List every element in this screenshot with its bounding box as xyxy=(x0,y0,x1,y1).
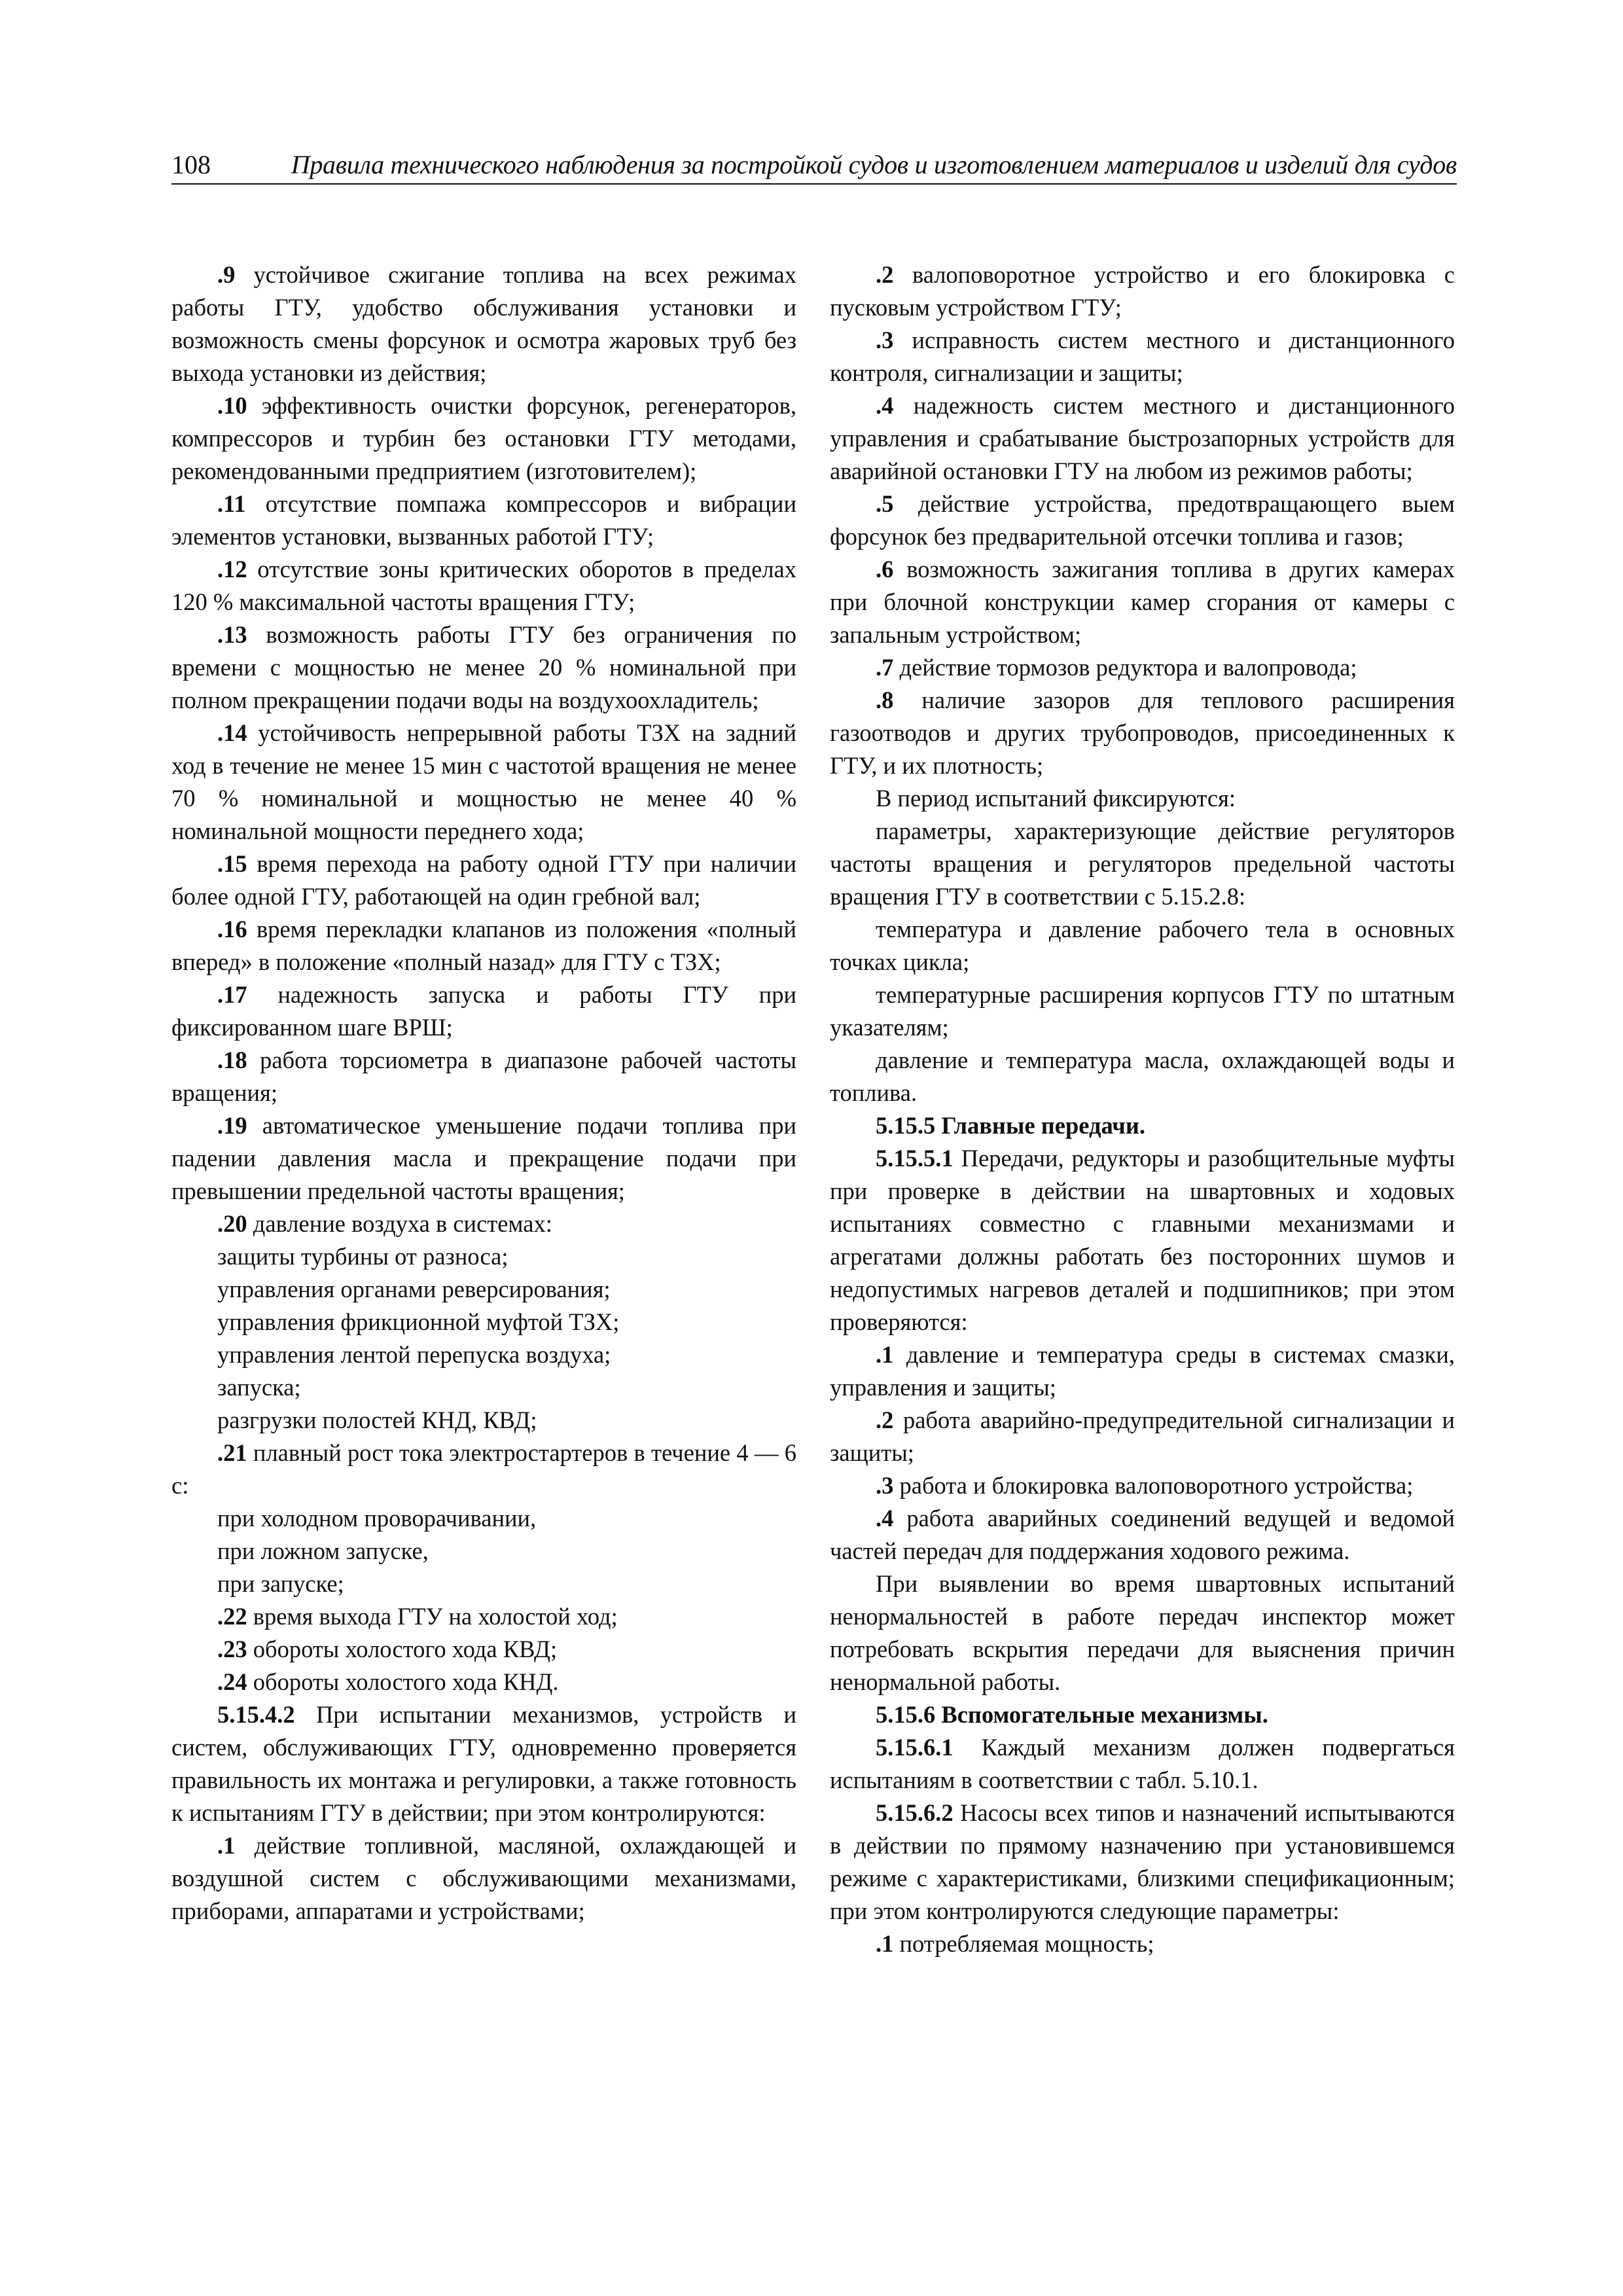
item-number: .18 xyxy=(217,1047,247,1073)
item-number: .2 xyxy=(876,261,894,288)
paragraph xyxy=(830,488,1455,553)
left-column xyxy=(171,259,796,1928)
item-text: Передачи, редукторы и разобщительные муфты при проверке в действии на швартовных и ходовых испытаниях совместно с главными механизмами и агрегатами должны работать без посторонних шумов и недопустимых нагревов деталей и подшипников; при этом проверяются: xyxy=(830,1145,1455,1335)
paragraph xyxy=(171,488,796,553)
paragraph xyxy=(171,1535,796,1568)
item-text: давление и температура среды в системах смазки, управления и защиты; xyxy=(830,1341,1455,1401)
paragraph xyxy=(830,1568,1455,1698)
item-text: управления лентой перепуска воздуха; xyxy=(217,1341,611,1368)
paragraph xyxy=(171,1273,796,1306)
item-text: давление воздуха в системах: xyxy=(247,1210,552,1237)
item-number: 5.15.6.1 xyxy=(876,1734,954,1761)
item-number: 5.15.6 Вспомогательные механизмы. xyxy=(876,1701,1268,1728)
right-column xyxy=(830,259,1455,1960)
paragraph xyxy=(830,1797,1455,1928)
paragraph xyxy=(171,1502,796,1535)
paragraph xyxy=(171,978,796,1044)
item-text: давление и температура масла, охлаждающей воды и топлива. xyxy=(830,1047,1455,1106)
item-text: время выхода ГТУ на холостой ход; xyxy=(247,1603,618,1630)
item-text: температура и давление рабочего тела в основных точках цикла; xyxy=(830,916,1455,975)
item-number: 5.15.4.2 xyxy=(217,1701,295,1728)
paragraph xyxy=(171,1666,796,1698)
paragraph xyxy=(830,1731,1455,1797)
paragraph xyxy=(830,978,1455,1044)
paragraph xyxy=(171,848,796,913)
paragraph xyxy=(171,1371,796,1404)
item-number: .24 xyxy=(217,1668,247,1695)
item-number: .7 xyxy=(876,654,894,681)
item-text: работа аварийных соединений ведущей и ведомой частей передач для поддержания ходового режима. xyxy=(830,1505,1455,1564)
item-number: .3 xyxy=(876,1472,894,1499)
item-text: автоматическое уменьшение подачи топлива при падении давления масла и прекращение подачи при превышении предельной частоты вращения; xyxy=(171,1112,796,1204)
paragraph xyxy=(171,259,796,389)
item-number: .12 xyxy=(217,556,247,583)
item-number: .22 xyxy=(217,1603,247,1630)
paragraph xyxy=(171,1633,796,1666)
paragraph xyxy=(830,1109,1455,1142)
paragraph xyxy=(171,389,796,488)
paragraph xyxy=(830,259,1455,324)
page-number: 108 xyxy=(171,150,211,179)
paragraph xyxy=(830,1142,1455,1338)
item-number: .21 xyxy=(217,1439,247,1466)
item-number: .16 xyxy=(217,916,247,942)
item-number: .2 xyxy=(876,1407,894,1433)
item-text: при ложном запуске, xyxy=(217,1537,429,1564)
item-text: при запуске; xyxy=(217,1570,344,1597)
item-text: управления фрикционной муфтой ТЗХ; xyxy=(217,1308,620,1335)
item-text: валоповоротное устройство и его блокировка с пусковым устройством ГТУ; xyxy=(830,261,1455,321)
item-number: .11 xyxy=(217,490,246,517)
paragraph xyxy=(171,1306,796,1338)
item-text: управления органами реверсирования; xyxy=(217,1276,611,1302)
item-number: .1 xyxy=(876,1341,894,1368)
item-text: температурные расширения корпусов ГТУ по штатным указателям; xyxy=(830,981,1455,1041)
paragraph xyxy=(830,1469,1455,1502)
item-text: возможность зажигания топлива в других камерах при блочной конструкции камер сгорания от камеры с запальным устройством; xyxy=(830,556,1455,648)
paragraph xyxy=(171,1240,796,1273)
paragraph xyxy=(830,1928,1455,1960)
item-text: потребляемая мощность; xyxy=(893,1930,1154,1957)
paragraph xyxy=(171,619,796,717)
item-number: .5 xyxy=(876,490,894,517)
item-number: .17 xyxy=(217,981,247,1008)
item-text: исправность систем местного и дистанционного контроля, сигнализации и защиты; xyxy=(830,327,1455,386)
item-text: При испытании механизмов, устройств и систем, обслуживающих ГТУ, одновременно проверяется правильность их монтажа и регулировки, а также готовность к испытаниям ГТУ в действии; при этом контролируются: xyxy=(171,1701,796,1826)
paragraph xyxy=(830,684,1455,782)
paragraph xyxy=(171,1568,796,1600)
paragraph xyxy=(830,553,1455,651)
item-number: 5.15.6.2 xyxy=(876,1799,954,1826)
paragraph xyxy=(171,913,796,978)
paragraph xyxy=(171,1698,796,1829)
item-number: .23 xyxy=(217,1636,247,1662)
paragraph xyxy=(830,913,1455,978)
item-text: время перекладки клапанов из положения «полный вперед» в положение «полный назад» для ГТУ с ТЗХ; xyxy=(171,916,796,975)
item-text: действие топливной, масляной, охлаждающей и воздушной систем с обслуживающими механизмами, приборами, аппаратами и устройствами; xyxy=(171,1832,796,1924)
item-text: устойчивое сжигание топлива на всех режимах работы ГТУ, удобство обслуживания установки и возможность смены форсунок и осмотра жаровых труб без выхода установки из действия; xyxy=(171,261,796,386)
item-number: .1 xyxy=(876,1930,894,1957)
item-text: надежность запуска и работы ГТУ при фиксированном шаге ВРШ; xyxy=(171,981,796,1041)
item-number: 5.15.5.1 xyxy=(876,1145,954,1172)
item-text: работа аварийно-предупредительной сигнализации и защиты; xyxy=(830,1407,1455,1466)
item-text: наличие зазоров для теплового расширения газоотводов и других трубопроводов, присоединенных к ГТУ, и их плотность; xyxy=(830,687,1455,779)
item-number: .4 xyxy=(876,392,894,419)
paragraph xyxy=(171,1829,796,1928)
item-text: защиты турбины от разноса; xyxy=(217,1243,508,1270)
item-number: .4 xyxy=(876,1505,894,1532)
item-text: запуска; xyxy=(217,1374,301,1401)
item-number: .8 xyxy=(876,687,894,713)
paragraph xyxy=(171,717,796,848)
running-title: Правила технического наблюдения за постройкой судов и изготовлением материалов и изделий для судов xyxy=(291,150,1457,179)
page-header xyxy=(171,145,1457,185)
item-text: В период испытаний фиксируются: xyxy=(876,785,1236,812)
item-text: действие устройства, предотвращающего выем форсунок без предварительной отсечки топлива и газов; xyxy=(830,490,1455,550)
item-text: надежность систем местного и дистанционного управления и срабатывание быстрозапорных устройств для аварийной остановки ГТУ на любом из режимов работы; xyxy=(830,392,1455,484)
item-text: возможность работы ГТУ без ограничения по времени с мощностью не менее 20 % номинальной при полном прекращении подачи воды на воздухоохладитель; xyxy=(171,621,796,713)
item-number: 5.15.5 Главные передачи. xyxy=(876,1112,1146,1139)
item-text: отсутствие помпажа компрессоров и вибрации элементов установки, вызванных работой ГТУ; xyxy=(171,490,796,550)
paragraph xyxy=(171,1044,796,1109)
item-text: работа и блокировка валоповоротного устройства; xyxy=(893,1472,1414,1499)
paragraph xyxy=(830,324,1455,389)
paragraph xyxy=(171,1404,796,1437)
paragraph xyxy=(171,1600,796,1633)
item-number: .13 xyxy=(217,621,247,648)
paragraph xyxy=(171,1437,796,1502)
paragraph xyxy=(830,389,1455,488)
item-number: .20 xyxy=(217,1210,247,1237)
paragraph xyxy=(830,1698,1455,1731)
item-text: работа торсиометра в диапазоне рабочей частоты вращения; xyxy=(171,1047,796,1106)
paragraph xyxy=(830,782,1455,815)
item-text: действие тормозов редуктора и валопровода; xyxy=(893,654,1357,681)
item-number: .1 xyxy=(217,1832,236,1859)
item-number: .6 xyxy=(876,556,894,583)
paragraph xyxy=(830,1502,1455,1568)
item-text: время перехода на работу одной ГТУ при наличии более одной ГТУ, работающей на один гребной вал; xyxy=(171,850,796,910)
paragraph xyxy=(830,1338,1455,1404)
paragraph xyxy=(830,815,1455,913)
item-number: .10 xyxy=(217,392,247,419)
item-text: разгрузки полостей КНД, КВД; xyxy=(217,1407,537,1433)
paragraph xyxy=(171,553,796,619)
item-text: параметры, характеризующие действие регуляторов частоты вращения и регуляторов предельной частоты вращения ГТУ в соответствии с 5.15.2.8: xyxy=(830,817,1455,910)
paragraph xyxy=(171,1208,796,1240)
item-text: отсутствие зоны критических оборотов в пределах 120 % максимальной частоты вращения ГТУ; xyxy=(171,556,796,615)
paragraph xyxy=(830,651,1455,684)
item-text: устойчивость непрерывной работы ТЗХ на задний ход в течение не менее 15 мин с частотой вращения не менее 70 % номинальной и мощностью не менее 40 % номинальной мощности переднего хода; xyxy=(171,719,796,844)
item-number: .14 xyxy=(217,719,247,746)
paragraph xyxy=(830,1044,1455,1109)
item-text: обороты холостого хода КНД. xyxy=(247,1668,559,1695)
item-number: .15 xyxy=(217,850,247,877)
item-text: При выявлении во время швартовных испытаний ненормальностей в работе передач инспектор может потребовать вскрытия передачи для выяснения причин ненормальной работы. xyxy=(830,1570,1455,1695)
item-text: Насосы всех типов и назначений испытываются в действии по прямому назначению при установившемся режиме с характеристиками, близкими спецификационным; при этом контролируются следующие параметры: xyxy=(830,1799,1455,1924)
item-number: .19 xyxy=(217,1112,247,1139)
paragraph xyxy=(830,1404,1455,1469)
item-text: плавный рост тока электростартеров в течение 4 — 6 с: xyxy=(171,1439,796,1499)
paragraph xyxy=(171,1338,796,1371)
item-text: обороты холостого хода КВД; xyxy=(247,1636,558,1662)
item-text: Каждый механизм должен подвергаться испытаниям в соответствии с табл. 5.10.1. xyxy=(830,1734,1455,1793)
item-number: .9 xyxy=(217,261,236,288)
item-number: .3 xyxy=(876,327,894,353)
item-text: эффективность очистки форсунок, регенераторов, компрессоров и турбин без остановки ГТУ методами, рекомендованными предприятием (изготовителем); xyxy=(171,392,796,484)
paragraph xyxy=(171,1109,796,1208)
item-text: при холодном проворачивании, xyxy=(217,1505,537,1532)
